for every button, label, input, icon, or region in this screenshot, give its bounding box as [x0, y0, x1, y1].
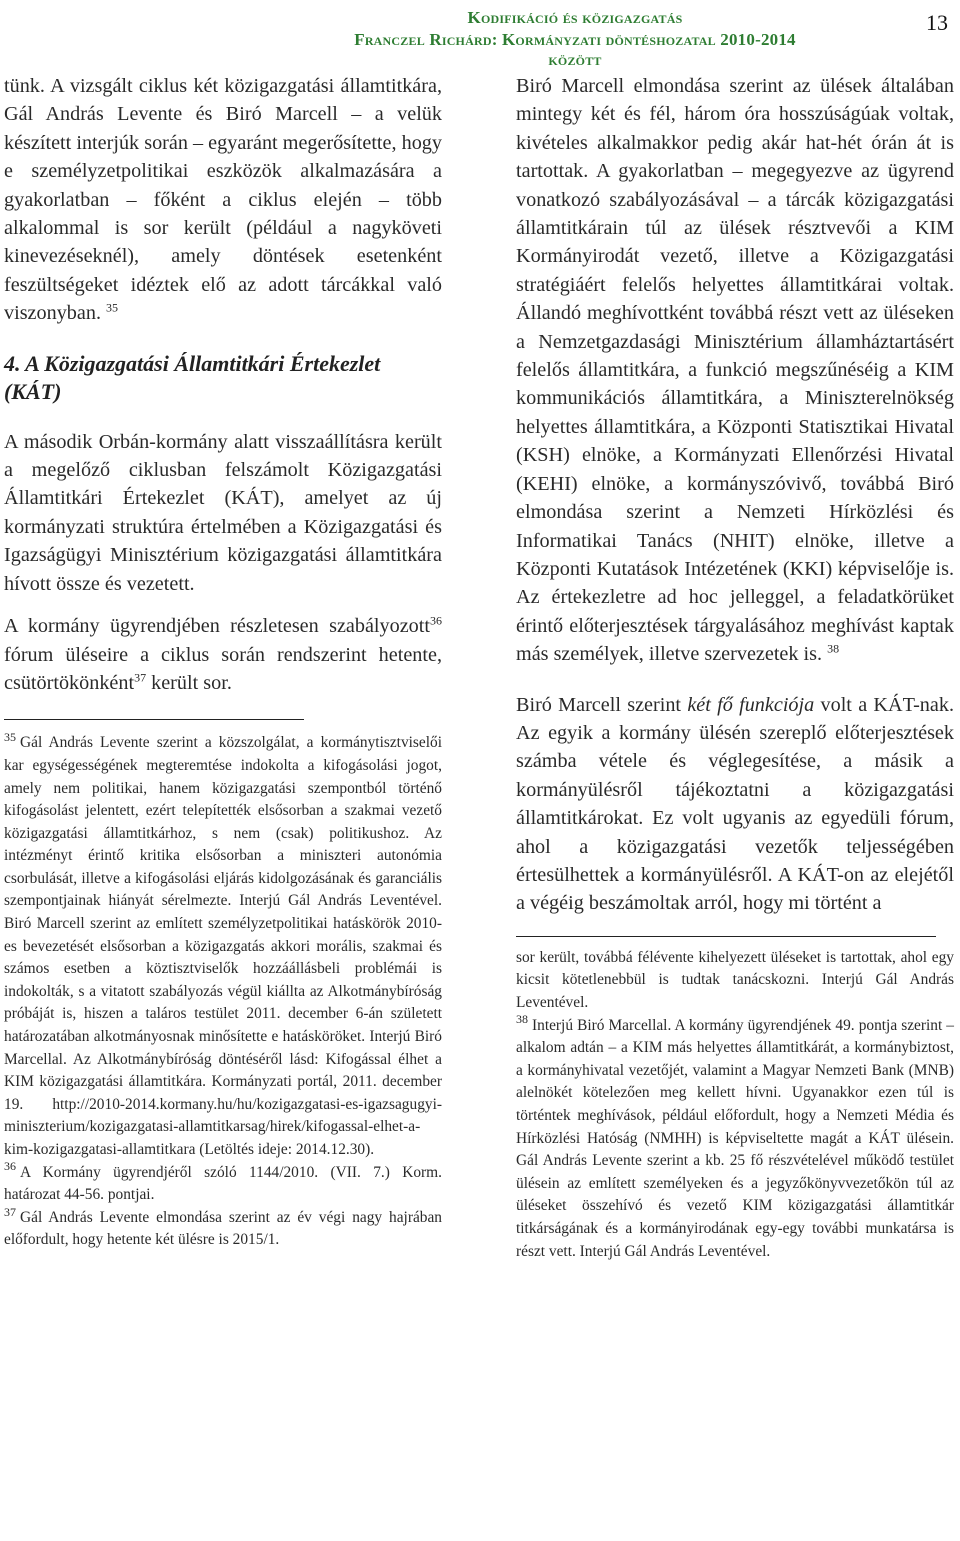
footnote-ref[interactable]: 38 — [827, 641, 840, 656]
section-heading: 4. A Közigazgatási Államtitkári Értekezlet (KÁT) — [4, 350, 381, 404]
footnote-number: 37 — [4, 1204, 16, 1219]
body-paragraph — [516, 691, 954, 918]
footnote — [516, 1012, 954, 1264]
footnote-number: 36 — [4, 1159, 16, 1174]
article-title: Franczel Richárd: Kormányzati döntéshozatal 2010-2014 között — [354, 30, 796, 69]
body-paragraph: A második Orbán-kormány alatt visszaállításra került a megelőző ciklusban felszámolt Közigazgatási Államtitkári Értekezlet (KÁT), amelyet az új kormányzati struktúra értelmében a Közigazgatási és Igazságügyi Minisztérium közigazgatási államtitkára hívott össze és vezetett. — [4, 430, 442, 595]
footnote — [4, 1159, 442, 1207]
footnote-text: Gál András Levente szerint a közszolgálat, a kormánytisztviselői kar egységességének megteremtése indokolta a kifogásolási jogot, amely nem politikai, hanem közigazgatási szempontból történő kifogásolást jelentett, ezért telepítették elsősorban a szakmai vezető közigazgatási államtitkárhoz, s nem (csak) politikushoz. Az intézményt érintő kritika elsősorban a miniszteri autonómia csorbulását, illetve a kifogásolási eljárás kidolgozásának és garanciális szempontjainak hiányát sérelmezte. Interjú Gál András Leventével. Biró Marcell szerint az említett személyzetpolitikai hatáskörök 2010-es bevezetését elsősorban a közigazgatás akkori morális, szakmai és számos esetben a köztisztviselők hozzáállásbeli problémái is indokolták, s a vitatott szabályozás végül kiállta az Alkotmánybíróság próbáját is, hiszen a taláros testület 2011. december 6-án született határozatában alkotmányosnak minősítette e hatásköröket. Interjú Biró Marcellal. Az Alkotmánybíróság döntéséről lásd: Kifogással élhet a KIM közigazgatási államtitkára. Kormányzati portál, 2011. december 19. http://2010-2014.kormany.hu/hu/kozigazgatasi-es-igazsagugyi-miniszterium/kozigazgatasi-allamtitkarsag/hirek/kifogassal-elhet-a-kim-kozigazgatasi-allamtitkara (Letöltés ideje: 2014.12.30). — [4, 734, 442, 1158]
paragraph-text: Biró Marcell szerint — [516, 693, 688, 716]
emphasis: két fő funkciója — [687, 693, 815, 716]
paragraph-text: Biró Marcell elmondása szerint az ülések általában mintegy két és fél, három óra hosszúságúak voltak, kivételes alkalmakkor pedig akár hat-hét órán át is tartottak. A gyakorlatban – megegyezve az ügyrend vonatkozó szabályozásával – a tárcák közigazgatási államtitkárain túl az ülések résztvevői a KIM Kormányirodát vezető, illetve a Közigazgatási stratégiáért felelős helyettes államtitkárai voltak. Állandó meghívottként továbbá részt vett az üléseken a Nemzetgazdasági Minisztérium államháztartásért felelős államtitkára, a funkció megszűnéséig a KIM kommunikációs államtitkára, a Miniszterelnökség helyettes államtitkára, a Központi Statisztikai Hivatal (KSH) elnöke, a Kormányzati Ellenőrzési Hivatal (KEHI) elnöke, a kormányszóvivő, továbbá Biró elmondása szerint a Nemzeti Hírközlési és Informatikai Tanács (NHIT) elnöke, illetve a Központi Kutatások Intézetének (KKI) képviselője is. Az értekezletre ad hoc jelleggel, a feladatkörüket érintő előterjesztések tárgyalásához meghívást kaptak más személyek, illetve szervezetek is. — [516, 75, 954, 666]
body-paragraph — [4, 72, 442, 328]
body-paragraph — [516, 72, 954, 669]
footnote-divider — [4, 719, 304, 720]
left-column — [4, 72, 442, 1252]
footnote-divider — [516, 936, 936, 937]
paragraph-text: volt a KÁT-nak. Az egyik a kormány ülésén szereplő előterjesztések számba vétele és véglegesítése, a másik a kormányülésről tájékoztatni a közigazgatási államtitkárokat. Ez volt ugyanis az egyedüli fórum, ahol a közigazgatási vezetők teljességében értesülhettek a kormányülésről. A KÁT-on az elejétől a végéig beszámoltak arról, hogy mi történt a — [516, 693, 954, 915]
paragraph-text: fórum üléseire a ciklus során rendszerint hetente, csütörtökönként — [4, 643, 442, 694]
right-column — [516, 72, 954, 1263]
footnote-text: Gál András Levente elmondása szerint az év végi nagy hajrában előfordult, hogy hetente két ülésre is 2015/1. — [4, 1208, 442, 1249]
footnote-ref[interactable]: 36 — [430, 613, 442, 628]
footnote-number: 35 — [4, 730, 16, 745]
page-number: 13 — [926, 10, 948, 35]
journal-title: Kodifikáció és közigazgatás — [467, 8, 683, 27]
paragraph-text: tünk. A vizsgált ciklus két közigazgatási államtitkára, Gál András Levente és Biró Marcell – a velük készített interjúk során – egyaránt megerősítette, hogy e személyzetpolitikai eszközök alkalmazására a gyakorlatban – főként a ciklus elején – több alkalommal is sor került (például a nagyköveti kinevezéseknél), amely döntések esetenként feszültségeket idéztek elő az adott tárcákkal való viszonyban. — [4, 75, 442, 325]
footnote — [4, 732, 442, 1161]
footnote-ref[interactable]: 37 — [134, 670, 147, 685]
paragraph-text: A kormány ügyrendjében részletesen szabályozott — [4, 615, 430, 638]
footnote-text: A Kormány ügyrendjéről szóló 1144/2010. (VII. 7.) Korm. határozat 44-56. pontjai. — [4, 1163, 442, 1204]
footnote-continuation: sor került, továbbá félévente kihelyezett üléseket is tartottak, ahol egy kicsit kötetlenebbül is tudtak tanácskozni. Interjú Gál András Leventével. — [516, 948, 954, 1011]
footnote-number: 38 — [516, 1012, 528, 1027]
footnote-ref[interactable]: 35 — [106, 300, 119, 315]
footnote — [4, 1204, 442, 1252]
paragraph-text: került sor. — [146, 671, 232, 694]
body-paragraph — [4, 612, 442, 697]
footnote-text: Interjú Biró Marcellal. A kormány ügyrendjének 49. pontja szerint – alkalom adtán – a KIM más helyettes államtitkárát, a kormánybiztost, a kormányhivatal vezetőjét, valamint a Magyar Nemzeti Bank (MNB) alelnökét kötelezően meg kellett hívni. Ugyanakkor ezen túl is történtek meghívások, például előfordult, hogy a Nemzeti Média és Hírközlési Hatóság (NMHH) is képviseltette magát a KÁT ülésein. Gál András Levente szerint a kb. 25 fő részvételével működő testület ülésein az említett személyeken és a jegyzőkönyvvezetőkön túl az üléseket összehívó és vezető KIM közigazgatási államtitkár titkárságának és a kormányirodának egy-egy további munkatársa is részt vett. Interjú Gál András Leventével. — [516, 1016, 954, 1260]
running-header — [0, 8, 960, 69]
